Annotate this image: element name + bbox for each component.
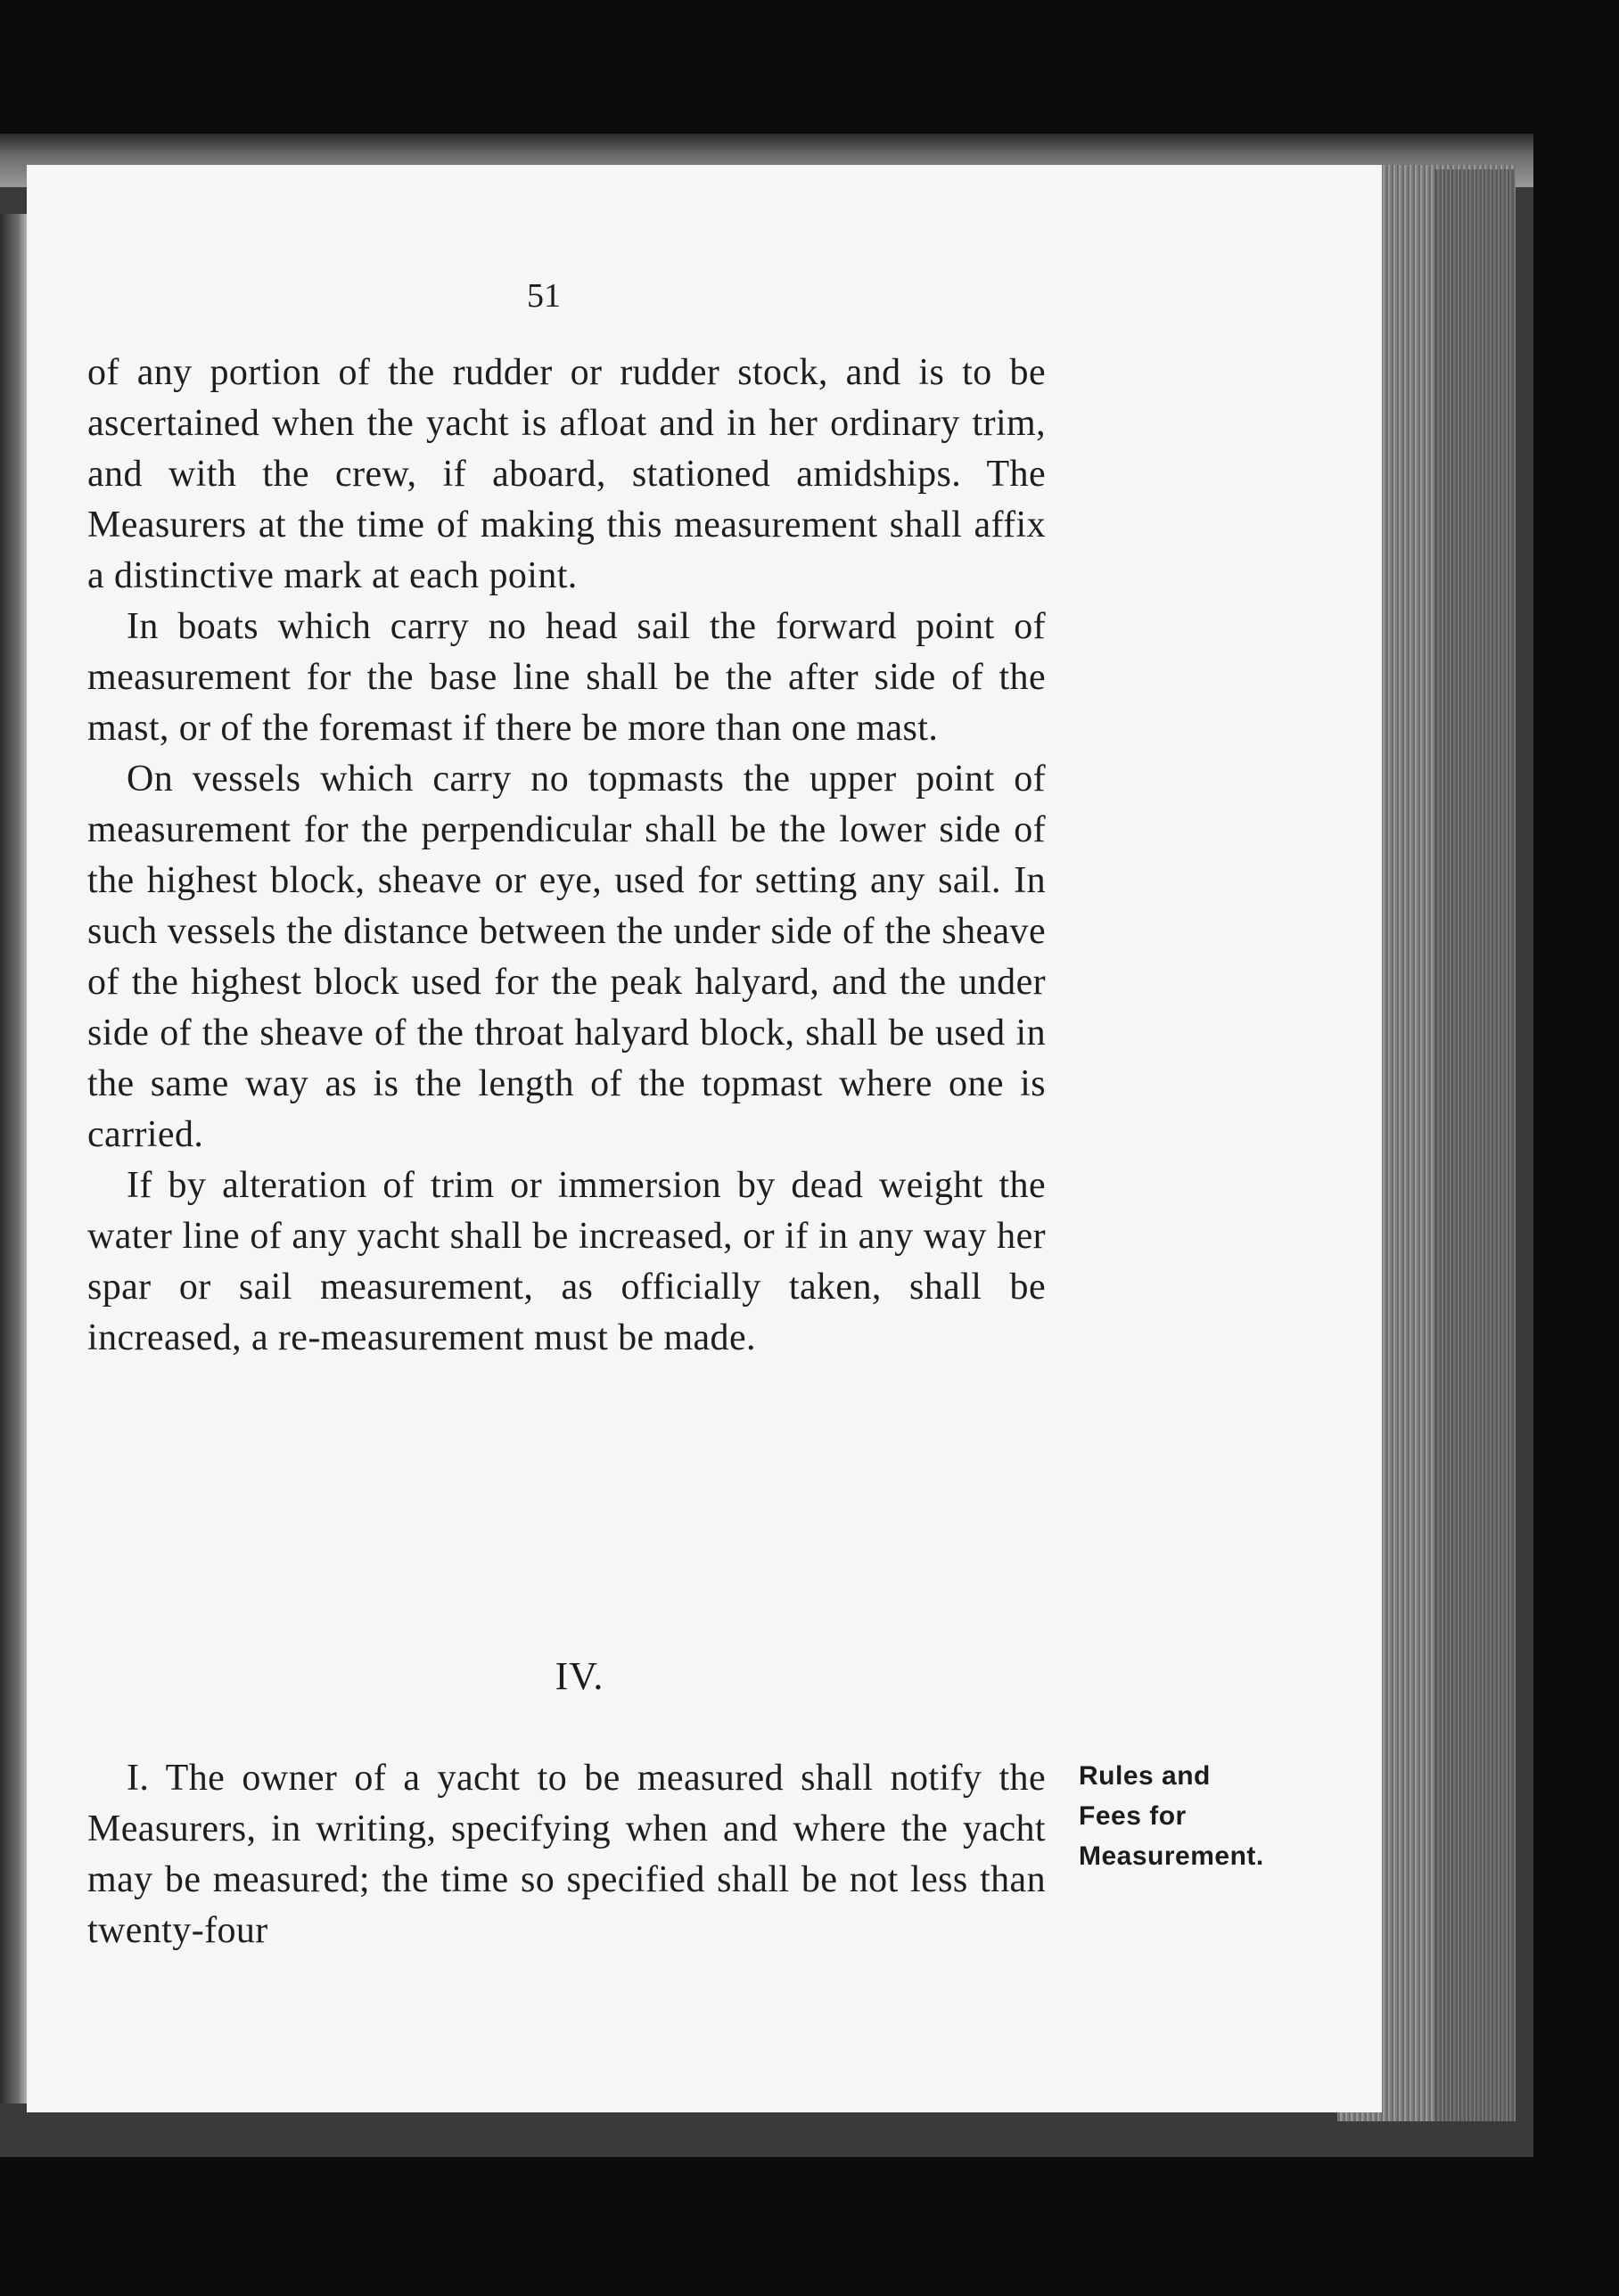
margin-note-line-3: Measurement. [1079,1841,1264,1871]
paragraph-2: In boats which carry no head sail the forward point of measurement for the base line shall be the after side of the mast, or of the foremast if there be more than one mast. [87,606,1046,749]
section-heading: IV. [555,1654,604,1698]
paragraph-4: If by alteration of trim or immersion by dead weight the water line of any yacht shall be increased, or if in any way her spar or sail measurement, as officially taken, shall be increased, a re-measurement must be made. [87,1165,1046,1358]
paragraph-1: of any portion of the rudder or rudder stock, and is to be ascertained when the yacht is afloat and in her ordinary trim, and with the crew, if aboard, stationed amidships. The Measurers at the time of making this measurement shall affix a distinctive mark at each point. [87,352,1046,596]
rule-paragraph: I. The owner of a yacht to be measured shall notify the Measurers, in writing, specifying when and where the yacht may be measured; the time so specified shall be not less than twenty-four [87,1758,1046,1951]
page-edges-outer [1435,169,1516,2121]
gutter-shadow [0,214,30,2103]
margin-note-line-1: Rules and [1079,1761,1211,1791]
page-number: 51 [527,277,561,315]
paragraph-3: On vessels which carry no topmasts the upper point of measurement for the perpendicular shall be the lower side of the highest block, sheave or eye, used for setting any sail. In such vessels the distance between the under side of the sheave of the highest block used for the peak halyard, and the under side of the sheave of the throat halyard block, shall be used in the same way as is the length of the topmast where one is carried. [87,758,1046,1155]
book-page [27,165,1382,2112]
margin-note-line-2: Fees for [1079,1801,1187,1831]
body-text [87,348,1046,1364]
margin-note [1079,1756,1328,1876]
